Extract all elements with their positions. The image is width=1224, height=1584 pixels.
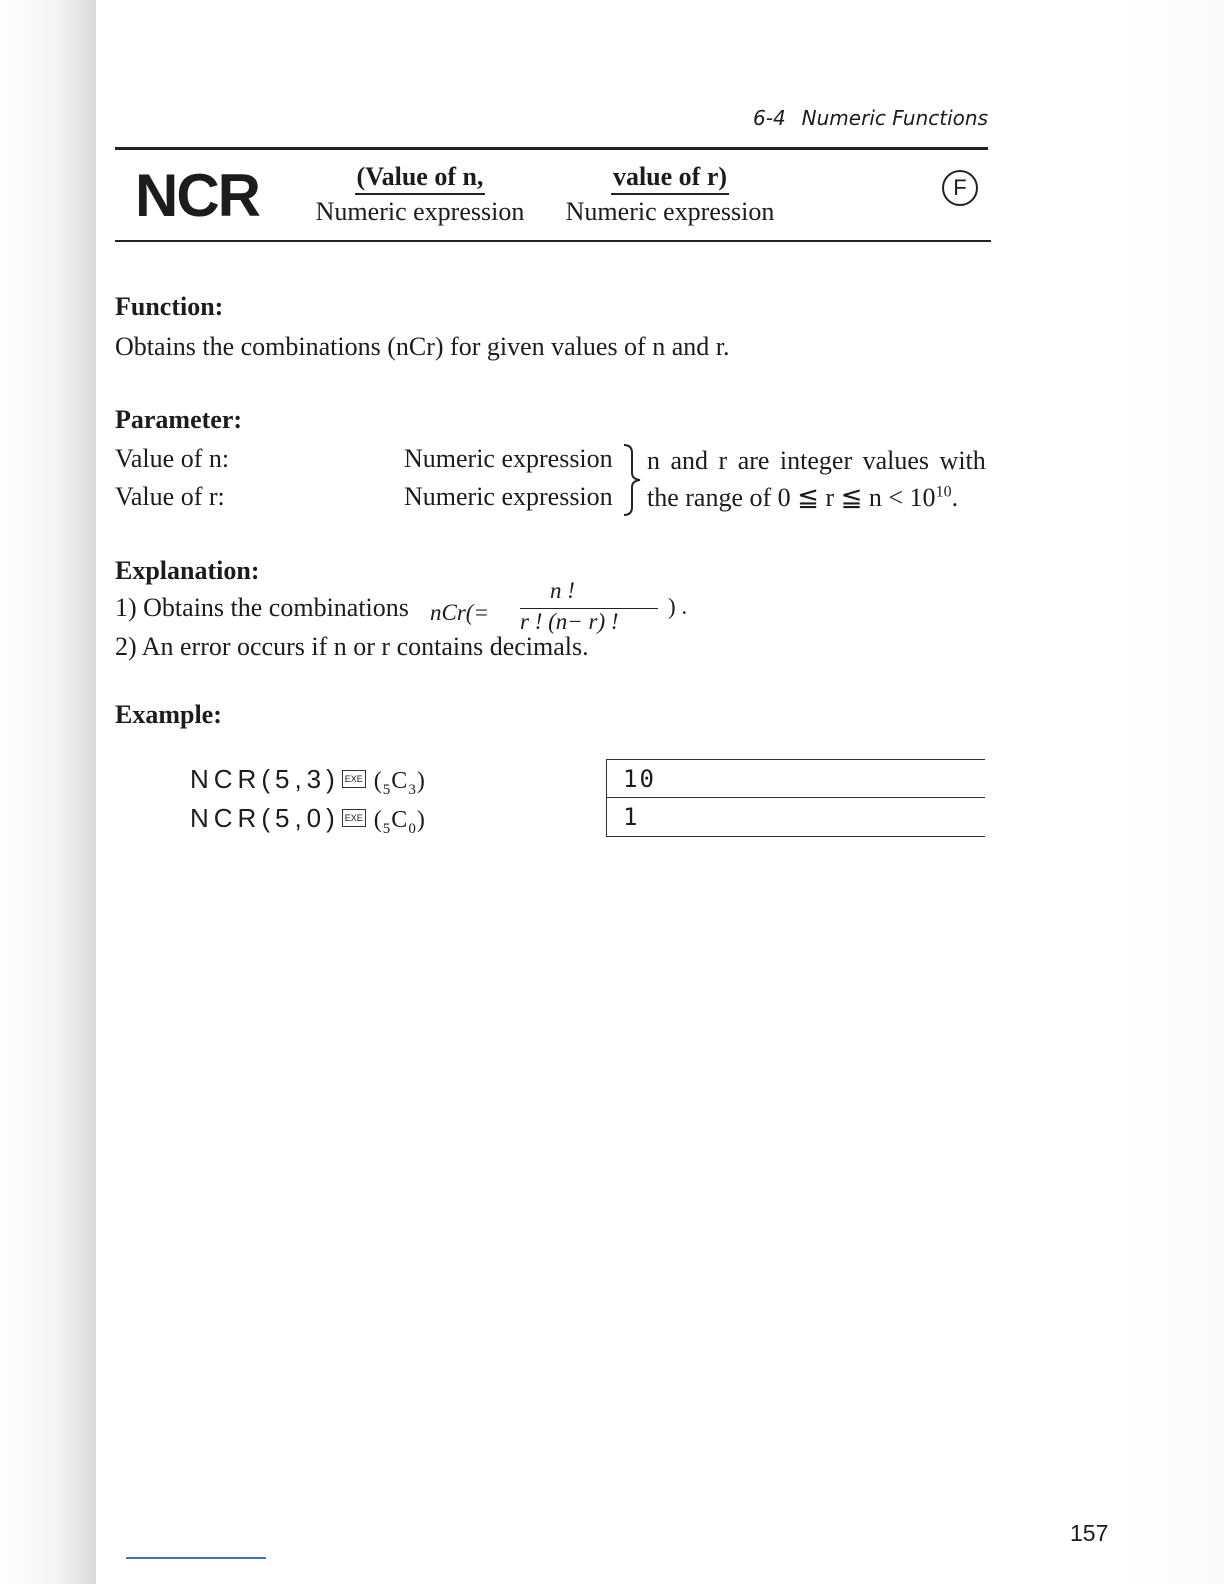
- display-result-1: 10: [607, 760, 985, 798]
- section-title: Numeric Functions: [801, 106, 988, 130]
- argument-n-name: (Value of n,: [355, 162, 486, 195]
- argument-r-type: Numeric expression: [565, 197, 775, 226]
- top-rule: [115, 147, 988, 150]
- explanation-item-1: 1) Obtains the combinations: [115, 593, 409, 622]
- keystroke-note: $(_5C_3)$: [373, 768, 426, 798]
- argument-r: [550, 162, 790, 227]
- footer-line: [126, 1557, 266, 1559]
- parameter-n-label: Value of n:: [115, 444, 230, 473]
- parameter-r-type: Numeric expression: [404, 482, 613, 511]
- page-number: 157: [1070, 1520, 1109, 1546]
- function-heading: Function:: [115, 292, 224, 321]
- example-heading: Example:: [115, 700, 222, 729]
- brace-icon: [620, 443, 644, 517]
- keystroke-text: NCR(5,0): [190, 803, 340, 833]
- parameter-note-line1: n and r are integer values with: [647, 446, 986, 475]
- parameter-heading: Parameter:: [115, 405, 243, 434]
- explanation-heading: Explanation:: [115, 556, 260, 585]
- argument-r-name: value of r): [611, 162, 729, 195]
- exe-key-icon: EXE: [342, 809, 366, 827]
- calculator-display: [606, 759, 985, 837]
- parameter-n-type: Numeric expression: [404, 444, 613, 473]
- explanation-item-2: 2) An error occurs if n or r contains decimals.: [115, 632, 589, 661]
- formula-denominator: r ! (n− r) !: [520, 608, 658, 635]
- command-name: NCR: [135, 162, 259, 229]
- parameter-range-end: .: [951, 483, 959, 512]
- keystroke-text: NCR(5,3): [190, 764, 340, 794]
- page-edge: [1120, 0, 1224, 1584]
- function-description: Obtains the combinations (nCr) for given values of n and r.: [115, 332, 730, 361]
- exe-key-icon: EXE: [342, 770, 366, 788]
- formula-lhs: nCr(=: [430, 600, 489, 625]
- parameter-range-text: the range of 0 ≦ r ≦ n < 10: [647, 483, 936, 512]
- argument-n: [300, 162, 540, 227]
- display-result-2: 1: [623, 803, 640, 831]
- keystroke-note: $(_5C_0)$: [373, 807, 426, 837]
- formula-numerator: n !: [550, 578, 575, 603]
- running-header: [700, 106, 988, 130]
- parameter-note-line2: [647, 483, 958, 513]
- section-number: 6-4: [753, 106, 786, 130]
- function-badge-icon: F: [942, 170, 978, 206]
- formula-end: ) .: [668, 594, 688, 619]
- bottom-rule: [115, 240, 991, 242]
- book-spine-shadow: [0, 0, 96, 1584]
- argument-n-type: Numeric expression: [315, 197, 525, 226]
- parameter-range-exponent: 10: [935, 483, 952, 501]
- parameter-r-label: Value of r:: [115, 482, 225, 511]
- example-keystroke-2: [190, 803, 426, 838]
- example-keystroke-1: [190, 764, 426, 799]
